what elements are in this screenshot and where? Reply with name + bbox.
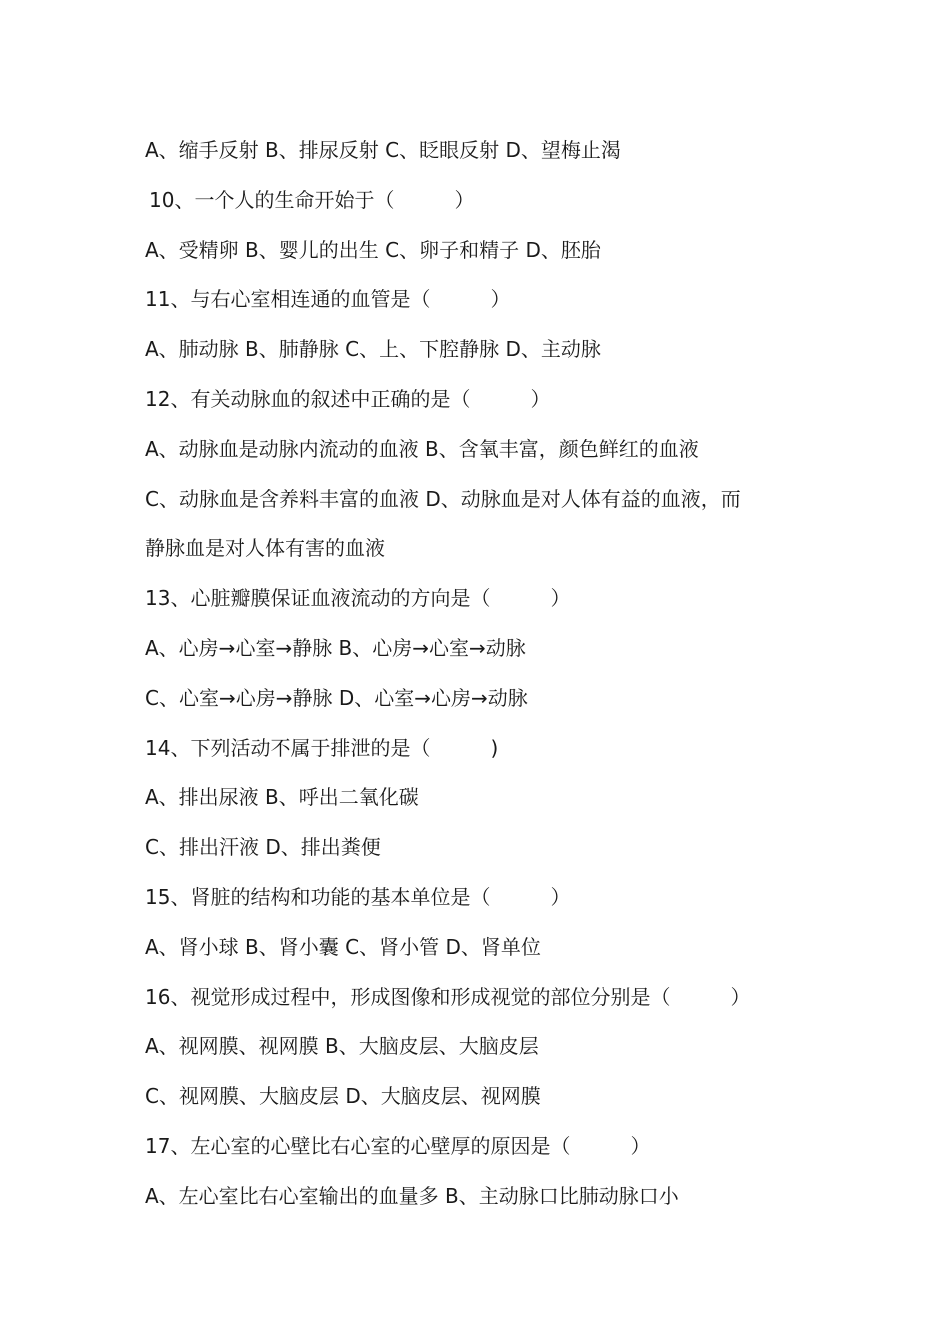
question-text-block: [145, 130, 825, 1226]
text-line: A、肾小球 B、肾小囊 C、肾小管 D、肾单位: [145, 934, 541, 959]
text-line: C、动脉血是含养料丰富的血液 D、动脉血是对人体有益的血液，而: [145, 486, 741, 511]
text-line: C、视网膜、大脑皮层 D、大脑皮层、视网膜: [145, 1084, 541, 1109]
text-line: C、排出汗液 D、排出粪便: [145, 835, 381, 860]
text-line: 10、一个人的生命开始于（ ）: [149, 187, 475, 212]
text-line: 12、有关动脉血的叙述中正确的是（ ）: [145, 386, 551, 411]
text-line: 16、视觉形成过程中，形成图像和形成视觉的部位分别是（ ）: [145, 984, 751, 1009]
text-line: A、缩手反射 B、排尿反射 C、眨眼反射 D、望梅止渴: [145, 138, 621, 162]
text-line: A、排出尿液 B、呼出二氧化碳: [145, 785, 419, 810]
text-line: 13、心脏瓣膜保证血液流动的方向是（ ）: [145, 586, 571, 611]
text-line: A、受精卵 B、婴儿的出生 C、卵子和精子 D、胚胎: [145, 237, 601, 262]
text-line: 静脉血是对人体有害的血液: [145, 536, 385, 561]
text-line: A、心房→心室→静脉 B、心房→心室→动脉: [145, 635, 526, 660]
text-line: 11、与右心室相连通的血管是（ ）: [145, 287, 511, 312]
text-line: 14、下列活动不属于排泄的是（ ): [145, 735, 499, 760]
text-line: A、视网膜、视网膜 B、大脑皮层、大脑皮层: [145, 1034, 539, 1059]
text-line: A、左心室比右心室输出的血量多 B、主动脉口比肺动脉口小: [145, 1183, 679, 1208]
text-line: A、动脉血是动脉内流动的血液 B、含氧丰富，颜色鲜红的血液: [145, 436, 699, 461]
text-line: A、肺动脉 B、肺静脉 C、上、下腔静脉 D、主动脉: [145, 337, 601, 362]
text-line: 17、左心室的心壁比右心室的心壁厚的原因是（ ）: [145, 1133, 651, 1158]
text-line: C、心室→心房→静脉 D、心室→心房→动脉: [145, 685, 528, 710]
text-line: 15、肾脏的结构和功能的基本单位是（ ）: [145, 884, 571, 909]
